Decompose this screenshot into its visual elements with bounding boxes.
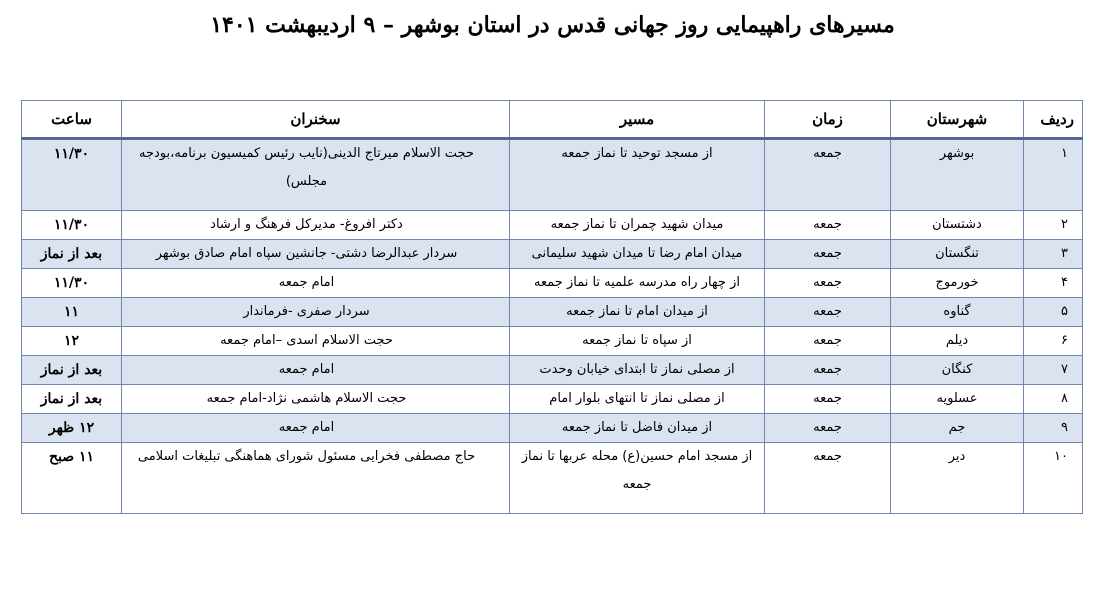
header-speaker: سخنران: [122, 101, 510, 139]
city-cell: دیر: [891, 443, 1024, 514]
city-cell: عسلویه: [891, 385, 1024, 414]
hour-cell: بعد از نماز: [22, 385, 122, 414]
table-row: [22, 139, 1083, 211]
time-of-day-cell: جمعه: [765, 211, 891, 240]
time-of-day-cell: جمعه: [765, 298, 891, 327]
table-row: [22, 211, 1083, 240]
time-of-day-cell: جمعه: [765, 240, 891, 269]
route-cell: از میدان امام تا نماز جمعه: [510, 298, 765, 327]
table-row: [22, 269, 1083, 298]
hour-cell: ۱۲: [22, 327, 122, 356]
route-cell: از سپاه تا نماز جمعه: [510, 327, 765, 356]
hour-cell: ۱۱/۳۰: [22, 211, 122, 240]
time-of-day-cell: جمعه: [765, 139, 891, 211]
route-cell: از مصلی نماز تا ابتدای خیابان وحدت: [510, 356, 765, 385]
route-cell: از مسجد توحید تا نماز جمعه: [510, 139, 765, 211]
speaker-cell: حجت الاسلام هاشمی نژاد-امام جمعه: [122, 385, 510, 414]
row-number: ۱۰: [1024, 443, 1083, 514]
table-row: [22, 298, 1083, 327]
table-row: [22, 240, 1083, 269]
time-of-day-cell: جمعه: [765, 327, 891, 356]
row-number: ۶: [1024, 327, 1083, 356]
city-cell: گناوه: [891, 298, 1024, 327]
city-cell: کنگان: [891, 356, 1024, 385]
page-title: مسیرهای راهپیمایی روز جهانی قدس در استان بوشهر – ۹ اردیبهشت ۱۴۰۱: [210, 12, 895, 38]
table-row: [22, 327, 1083, 356]
speaker-cell: امام جمعه: [122, 414, 510, 443]
routes-table: [21, 100, 1083, 514]
route-cell: میدان شهید چمران تا نماز جمعه: [510, 211, 765, 240]
city-cell: بوشهر: [891, 139, 1024, 211]
row-number: ۸: [1024, 385, 1083, 414]
city-cell: دشتستان: [891, 211, 1024, 240]
time-of-day-cell: جمعه: [765, 443, 891, 514]
speaker-cell: سردار صفری -فرماندار: [122, 298, 510, 327]
table-row: [22, 356, 1083, 385]
route-cell: از مسجد امام حسین(ع) محله عربها تا نماز جمعه: [510, 443, 765, 514]
city-cell: خورموج: [891, 269, 1024, 298]
hour-cell: ۱۱: [22, 298, 122, 327]
city-cell: جم: [891, 414, 1024, 443]
header-city: شهرستان: [891, 101, 1024, 139]
header-time-of-day: زمان: [765, 101, 891, 139]
route-cell: از مصلی نماز تا انتهای بلوار امام: [510, 385, 765, 414]
header-row-number: ردیف: [1024, 101, 1083, 139]
time-of-day-cell: جمعه: [765, 385, 891, 414]
row-number: ۹: [1024, 414, 1083, 443]
row-number: ۲: [1024, 211, 1083, 240]
header-hour: ساعت: [22, 101, 122, 139]
speaker-cell: سردار عبدالرضا دشتی- جانشین سپاه امام صادق بوشهر: [122, 240, 510, 269]
speaker-cell: حاج مصطفی فخرایی مسئول شورای هماهنگی تبلیغات اسلامی: [122, 443, 510, 514]
row-number: ۴: [1024, 269, 1083, 298]
table-row: [22, 443, 1083, 514]
route-cell: از میدان فاضل تا نماز جمعه: [510, 414, 765, 443]
city-cell: تنگستان: [891, 240, 1024, 269]
table-row: [22, 385, 1083, 414]
hour-cell: ۱۲ ظهر: [22, 414, 122, 443]
time-of-day-cell: جمعه: [765, 269, 891, 298]
row-number: ۵: [1024, 298, 1083, 327]
row-number: ۷: [1024, 356, 1083, 385]
hour-cell: بعد از نماز: [22, 356, 122, 385]
speaker-cell: دکتر افروغ- مدیرکل فرهنگ و ارشاد: [122, 211, 510, 240]
header-row: [22, 101, 1083, 139]
route-cell: میدان امام رضا تا میدان شهید سلیمانی: [510, 240, 765, 269]
hour-cell: بعد از نماز: [22, 240, 122, 269]
hour-cell: ۱۱/۳۰: [22, 269, 122, 298]
hour-cell: ۱۱/۳۰: [22, 139, 122, 211]
speaker-cell: امام جمعه: [122, 269, 510, 298]
header-route: مسیر: [510, 101, 765, 139]
time-of-day-cell: جمعه: [765, 414, 891, 443]
route-cell: از چهار راه مدرسه علمیه تا نماز جمعه: [510, 269, 765, 298]
city-cell: دیلم: [891, 327, 1024, 356]
time-of-day-cell: جمعه: [765, 356, 891, 385]
table-row: [22, 414, 1083, 443]
row-number: ۱: [1024, 139, 1083, 211]
speaker-cell: حجت الاسلام میرتاج الدینی(نایب رئیس کمیسیون برنامه،بودجه مجلس): [122, 139, 510, 211]
speaker-cell: حجت الاسلام اسدی –امام جمعه: [122, 327, 510, 356]
speaker-cell: امام جمعه: [122, 356, 510, 385]
row-number: ۳: [1024, 240, 1083, 269]
hour-cell: ۱۱ صبح: [22, 443, 122, 514]
